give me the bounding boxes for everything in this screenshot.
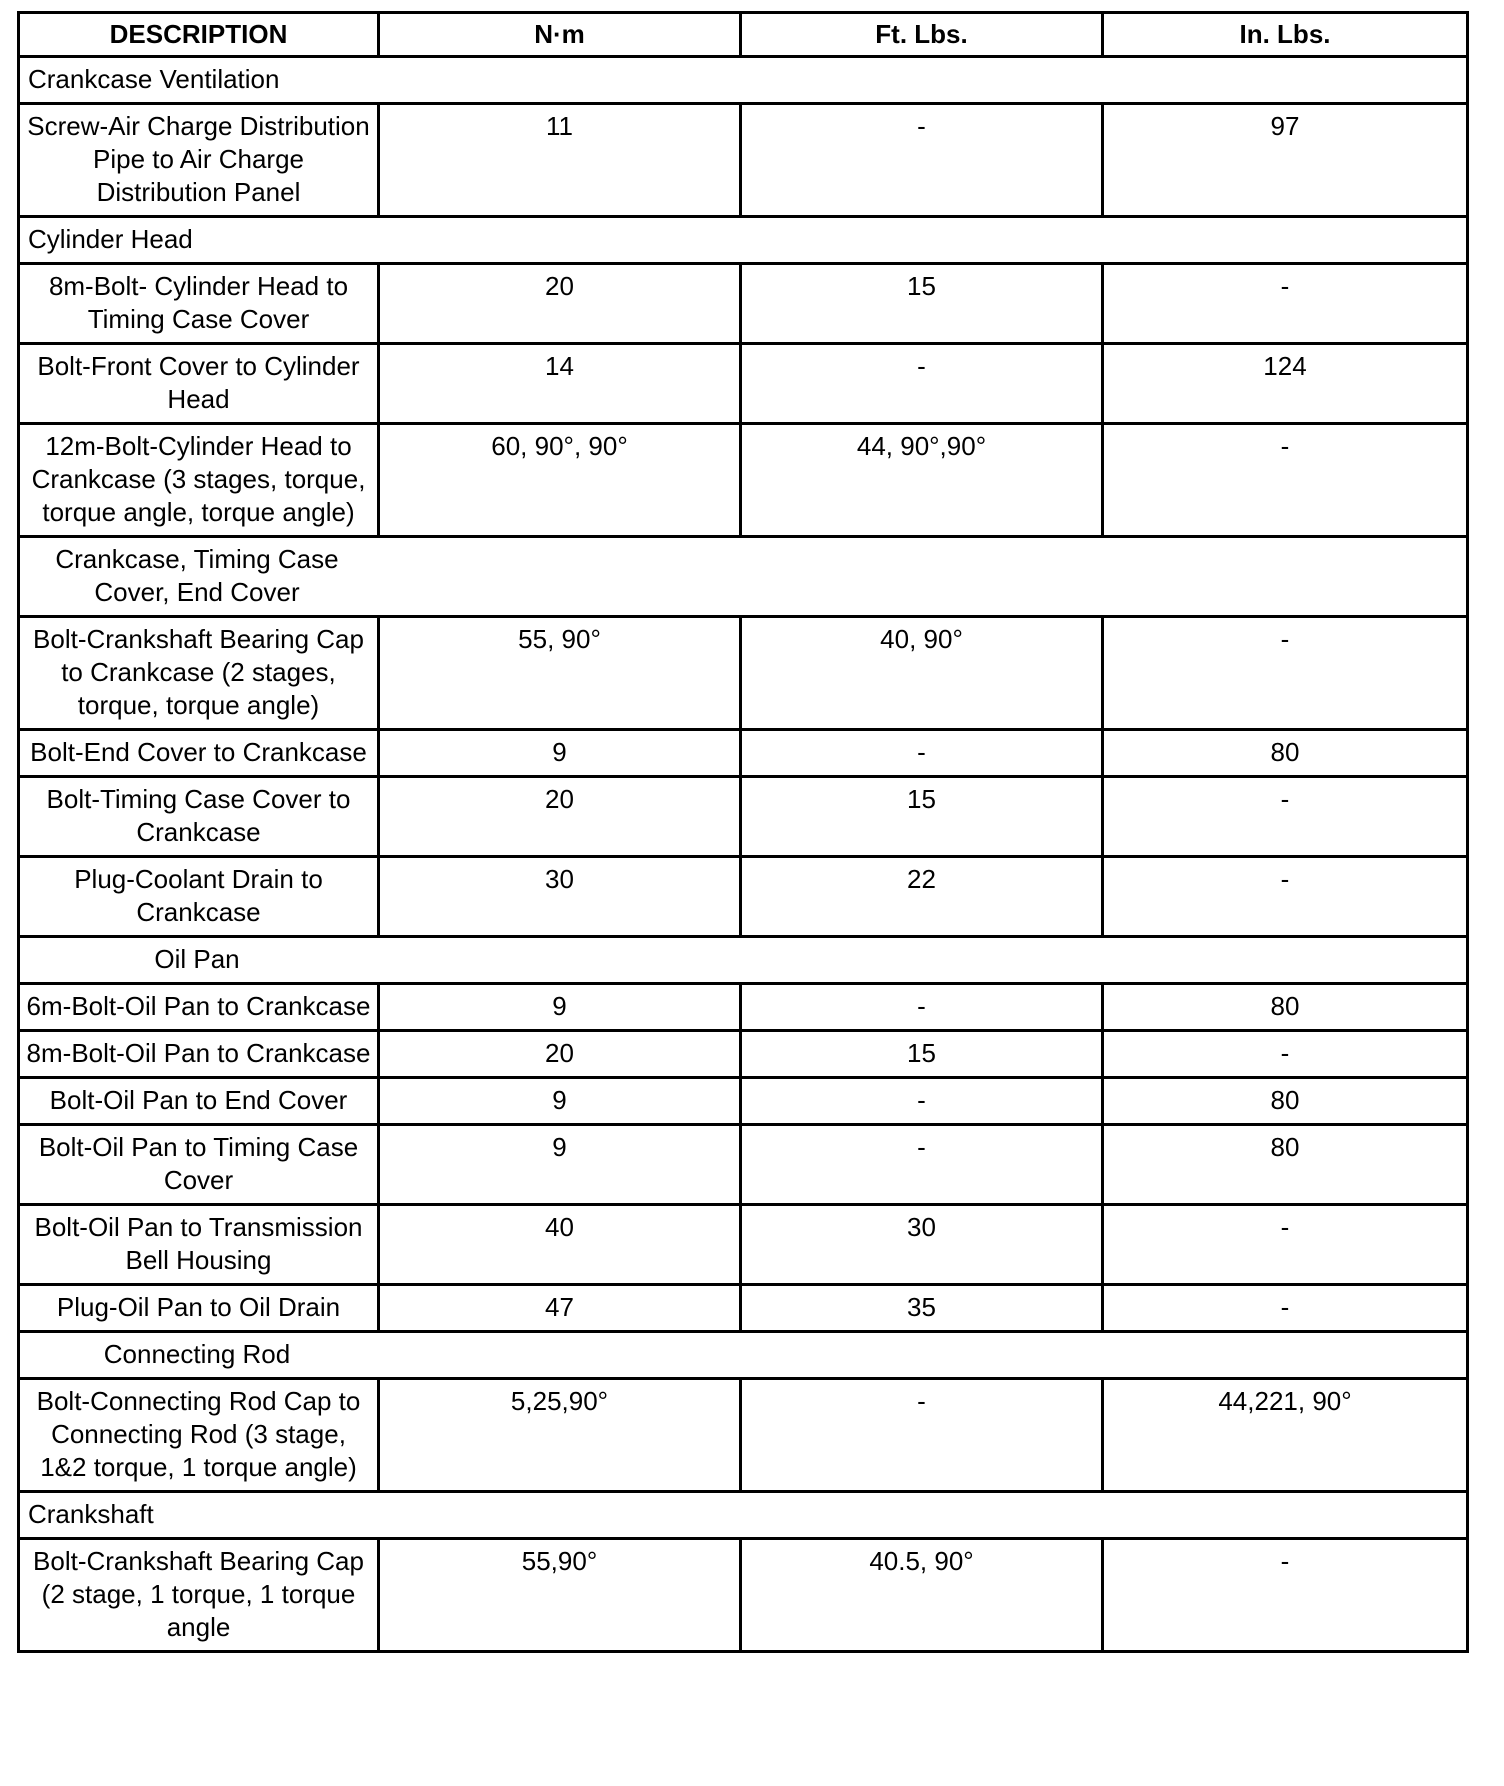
cell-ft-lbs: 40.5, 90° [741,1539,1103,1652]
section-label: Connecting Rod [103,1339,291,1369]
cell-nm: 20 [379,1031,741,1078]
cell-description: Bolt-Oil Pan to End Cover [19,1078,379,1125]
cell-ft-lbs: 15 [741,264,1103,344]
section-label: Oil Pan [154,944,240,974]
table-row [19,264,1468,344]
cell-in-lbs: - [1103,264,1468,344]
cell-description: 6m-Bolt-Oil Pan to Crankcase [19,984,379,1031]
cell-description: 12m-Bolt-Cylinder Head to Crankcase (3 stages, torque, torque angle, torque angle) [19,424,379,537]
cell-in-lbs: 80 [1103,984,1468,1031]
cell-ft-lbs: 40, 90° [741,617,1103,730]
table-row [19,857,1468,937]
section-heading: Cylinder Head [19,217,1468,264]
section-label: Crankcase, Timing Case Cover, End Cover [55,544,339,607]
cell-ft-lbs: - [741,984,1103,1031]
cell-in-lbs: - [1103,1031,1468,1078]
cell-ft-lbs: 35 [741,1285,1103,1332]
section-row [19,1332,1468,1379]
cell-nm: 9 [379,984,741,1031]
cell-description: Screw-Air Charge Distribution Pipe to Air Charge Distribution Panel [19,104,379,217]
table-row [19,104,1468,217]
cell-nm: 14 [379,344,741,424]
cell-nm: 20 [379,777,741,857]
table-row [19,344,1468,424]
table-row [19,424,1468,537]
cell-ft-lbs: 22 [741,857,1103,937]
section-heading [19,937,1468,984]
cell-nm: 5,25,90° [379,1379,741,1492]
header-row [19,13,1468,57]
cell-nm: 11 [379,104,741,217]
table-row [19,1125,1468,1205]
cell-in-lbs: 97 [1103,104,1468,217]
table-row [19,984,1468,1031]
cell-in-lbs: - [1103,777,1468,857]
cell-in-lbs: 80 [1103,730,1468,777]
section-row [19,937,1468,984]
cell-in-lbs: - [1103,617,1468,730]
cell-ft-lbs: 30 [741,1205,1103,1285]
torque-specifications-table [17,11,1469,1653]
cell-description: Bolt-Timing Case Cover to Crankcase [19,777,379,857]
table-header [19,13,1468,57]
cell-nm: 60, 90°, 90° [379,424,741,537]
cell-description: Bolt-Oil Pan to Transmission Bell Housing [19,1205,379,1285]
cell-ft-lbs: - [741,104,1103,217]
cell-description: 8m-Bolt-Oil Pan to Crankcase [19,1031,379,1078]
cell-ft-lbs: - [741,1078,1103,1125]
table-row [19,1285,1468,1332]
table-body [19,57,1468,1652]
cell-description: Bolt-Connecting Rod Cap to Connecting Rod (3 stage, 1&2 torque, 1 torque angle) [19,1379,379,1492]
cell-in-lbs: 80 [1103,1078,1468,1125]
cell-ft-lbs: - [741,344,1103,424]
cell-nm: 9 [379,1078,741,1125]
header-ft-lbs: Ft. Lbs. [741,13,1103,57]
cell-description: Bolt-Crankshaft Bearing Cap to Crankcase (2 stages, torque, torque angle) [19,617,379,730]
section-row [19,1492,1468,1539]
header-nm: N·m [379,13,741,57]
cell-ft-lbs: 15 [741,1031,1103,1078]
cell-ft-lbs: - [741,730,1103,777]
cell-nm: 55, 90° [379,617,741,730]
cell-in-lbs: 80 [1103,1125,1468,1205]
cell-description: Plug-Coolant Drain to Crankcase [19,857,379,937]
section-row [19,57,1468,104]
section-row [19,537,1468,617]
section-heading: Crankshaft [19,1492,1468,1539]
cell-description: Bolt-Crankshaft Bearing Cap (2 stage, 1 torque, 1 torque angle [19,1539,379,1652]
cell-nm: 30 [379,857,741,937]
cell-description: Bolt-Front Cover to Cylinder Head [19,344,379,424]
section-heading [19,537,1468,617]
cell-ft-lbs: 44, 90°,90° [741,424,1103,537]
table-row [19,1539,1468,1652]
cell-in-lbs: 44,221, 90° [1103,1379,1468,1492]
table-row [19,1031,1468,1078]
cell-in-lbs: - [1103,1205,1468,1285]
cell-nm: 9 [379,730,741,777]
table-row [19,617,1468,730]
section-row [19,217,1468,264]
cell-description: Bolt-Oil Pan to Timing Case Cover [19,1125,379,1205]
cell-ft-lbs: - [741,1125,1103,1205]
cell-ft-lbs: 15 [741,777,1103,857]
cell-nm: 9 [379,1125,741,1205]
cell-nm: 47 [379,1285,741,1332]
table-row [19,730,1468,777]
cell-nm: 20 [379,264,741,344]
cell-in-lbs: - [1103,1285,1468,1332]
cell-in-lbs: - [1103,1539,1468,1652]
cell-nm: 40 [379,1205,741,1285]
cell-ft-lbs: - [741,1379,1103,1492]
table-row [19,1078,1468,1125]
table-row [19,1205,1468,1285]
cell-in-lbs: - [1103,424,1468,537]
cell-in-lbs: 124 [1103,344,1468,424]
cell-description: Plug-Oil Pan to Oil Drain [19,1285,379,1332]
table-row [19,1379,1468,1492]
cell-description: Bolt-End Cover to Crankcase [19,730,379,777]
cell-nm: 55,90° [379,1539,741,1652]
cell-in-lbs: - [1103,857,1468,937]
table-row [19,777,1468,857]
header-in-lbs: In. Lbs. [1103,13,1468,57]
section-heading [19,1332,1468,1379]
cell-description: 8m-Bolt- Cylinder Head to Timing Case Cover [19,264,379,344]
section-heading: Crankcase Ventilation [19,57,1468,104]
header-description: DESCRIPTION [19,13,379,57]
